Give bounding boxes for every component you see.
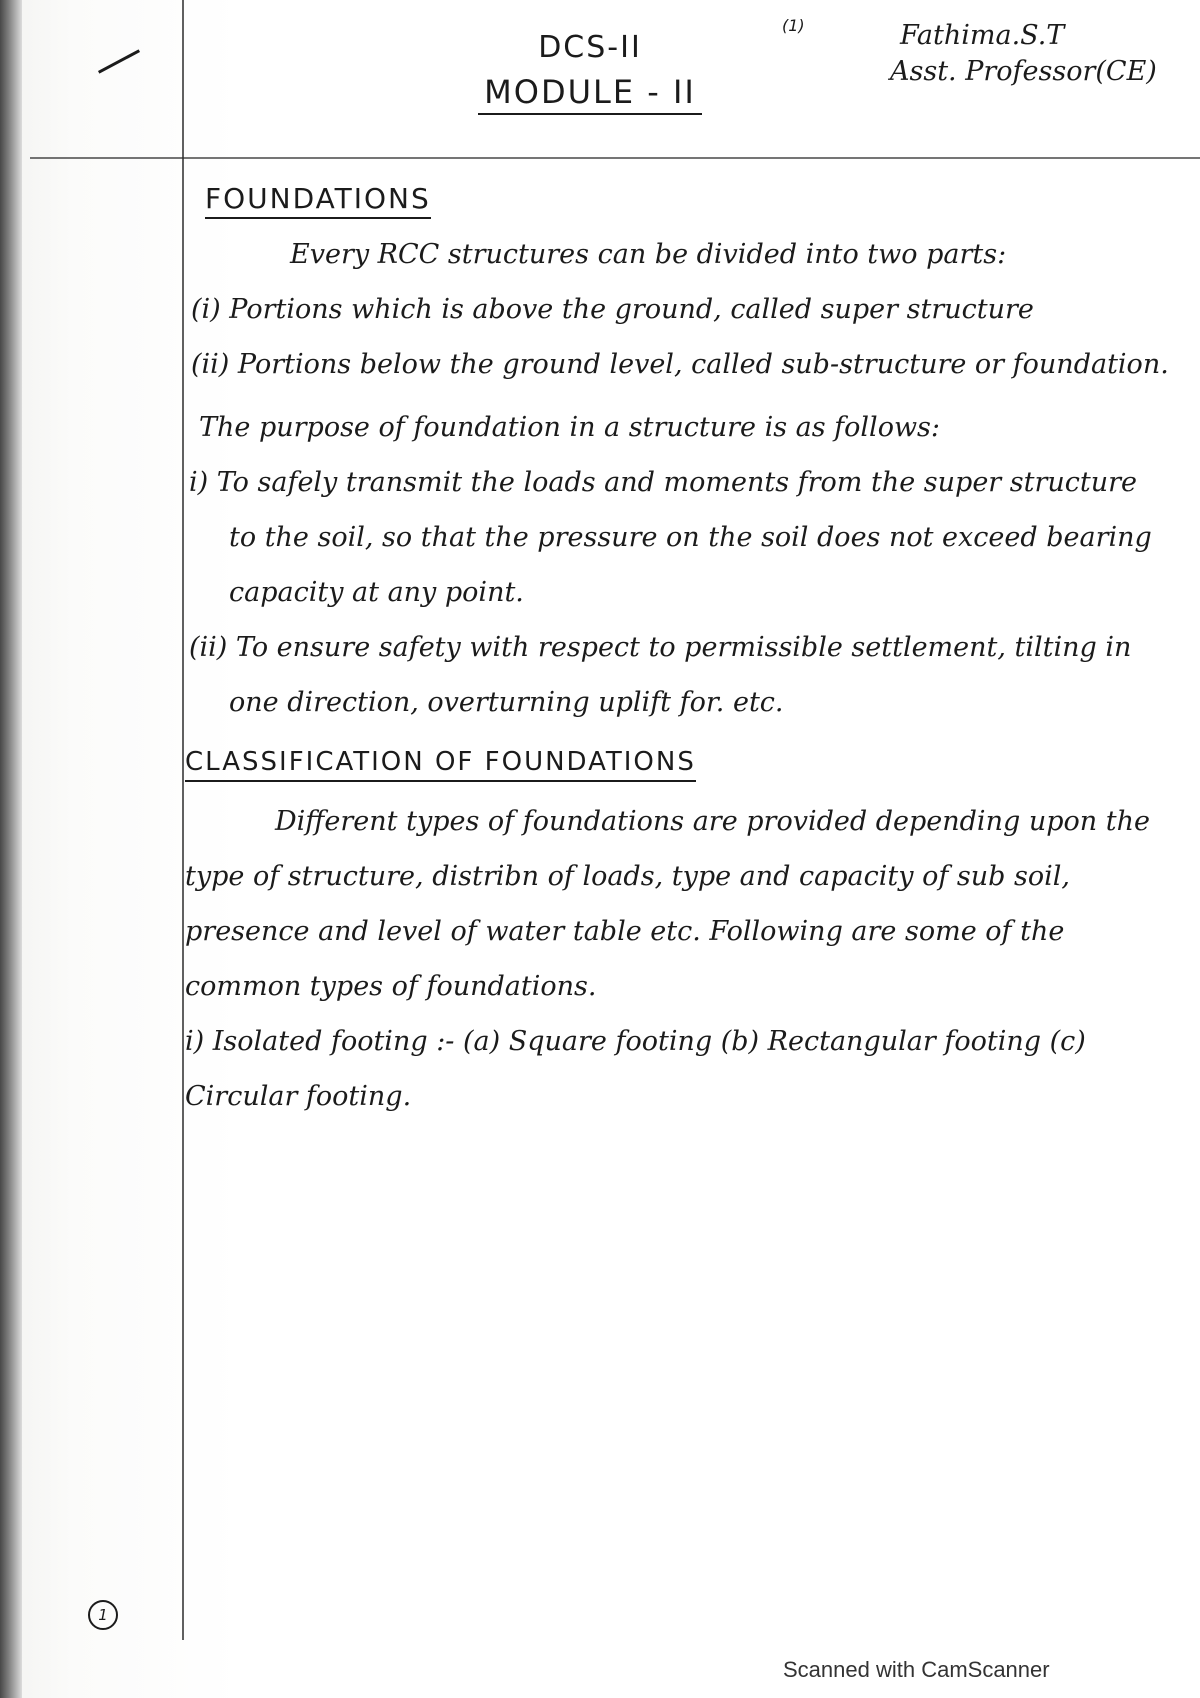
list-item: (i) Portions which is above the ground, called super structure [191,294,1034,325]
isolated-footing-line [185,1014,1170,1124]
section-heading-classification: CLASSIFICATION OF FOUNDATIONS [185,744,696,782]
header-rule [30,157,1200,159]
isolated-footing-types: (a) Square footing (b) Rectangular footing (c) Circular footing. [185,1026,1086,1112]
scan-shadow-edge [0,0,22,1698]
purposes-list [185,455,1170,730]
author-title: Asst. Professor(CE) [890,56,1157,87]
bottom-page-number: 1 [88,1600,118,1630]
notes-body [185,172,1170,1124]
section-heading-foundations: FOUNDATIONS [205,181,431,219]
top-page-number: (1) [782,16,805,35]
module-title: MODULE - II [478,73,702,115]
author-name: Fathima.S.T [900,20,1065,51]
list-item: (ii) Portions below the ground level, called sub-structure or foundation. [191,349,1169,380]
isolated-footing-label: i) Isolated footing :- [185,1026,455,1057]
course-header [455,30,725,115]
list-item: (ii) To ensure safety with respect to permissible settlement, tilting in one direction, overturning uplift for. etc. [189,632,1132,718]
tick-mark [98,49,140,73]
course-code: DCS-II [538,30,642,65]
author-block [890,18,1190,90]
purpose-intro: The purpose of foundation in a structure is as follows: [199,412,941,443]
classification-paragraph: Different types of foundations are provided depending upon the type of structure, distribn of loads, type and capacity of sub soil, presence and level of water table etc. Following are some of the common types of foundations. [185,806,1150,1002]
list-item: i) To safely transmit the loads and moments from the super structure to the soil, so that the pressure on the soil does not exceed bearing capacity at any point. [189,467,1152,608]
intro-paragraph: Every RCC structures can be divided into two parts: [290,239,1007,270]
parts-list [185,282,1170,392]
margin-line [182,0,184,1640]
camscanner-watermark: Scanned with CamScanner [783,1657,1050,1682]
